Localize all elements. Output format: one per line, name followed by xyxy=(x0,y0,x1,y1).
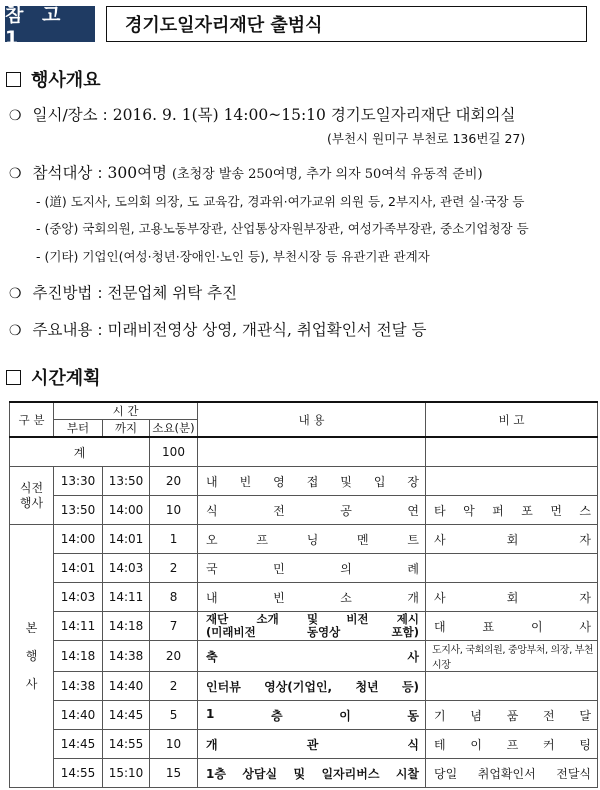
spread-text xyxy=(198,531,425,548)
spread-text xyxy=(198,626,425,639)
spread-text xyxy=(426,618,597,635)
word: 청년 xyxy=(355,679,379,694)
word: 의 xyxy=(340,561,352,576)
total-value: 100 xyxy=(150,437,198,467)
cell-to: 14:03 xyxy=(103,554,150,583)
word: 포 xyxy=(521,503,533,518)
cell-content xyxy=(198,759,426,788)
word: 스 xyxy=(579,503,591,518)
word: 및 xyxy=(293,766,306,781)
word: 대 xyxy=(434,619,446,634)
word: 사 xyxy=(434,532,446,547)
cell-to: 14:11 xyxy=(103,583,150,612)
cell-note xyxy=(426,583,598,612)
word: 팅 xyxy=(579,737,591,752)
cell-note xyxy=(426,672,598,701)
cell-dur: 10 xyxy=(150,496,198,525)
word: 입 xyxy=(373,474,386,489)
word: 민 xyxy=(273,561,285,576)
word: 회 xyxy=(506,532,519,547)
word: 식 xyxy=(407,737,420,752)
attendee-sub-3: - (기타) 기업인(여성·청년·장애인·노인 등), 부천시장 등 유관기관 관계자 xyxy=(36,249,430,264)
table-row xyxy=(10,612,598,641)
word: 달 xyxy=(579,708,591,723)
cell-from: 14:55 xyxy=(54,759,103,788)
word: 전달식 xyxy=(556,766,592,781)
checkbox-square-icon xyxy=(6,72,21,87)
word: 기 xyxy=(434,708,446,723)
table-row xyxy=(10,467,598,496)
cell-note xyxy=(426,759,598,788)
spread-text xyxy=(198,589,425,606)
cell-dur: 5 xyxy=(150,701,198,730)
section-heading-schedule xyxy=(6,364,101,390)
cell-from: 14:38 xyxy=(54,672,103,701)
word: 례 xyxy=(407,561,419,576)
header-to: 까지 xyxy=(103,420,150,438)
cell-to: 14:01 xyxy=(103,525,150,554)
word: 닝 xyxy=(306,532,319,547)
cell-from: 13:30 xyxy=(54,467,103,496)
group-pre-event: 식전 행사 xyxy=(10,467,54,525)
cell-to: 14:40 xyxy=(103,672,150,701)
header-duration: 소요(분) xyxy=(150,420,198,438)
word: 퍼 xyxy=(492,503,504,518)
word: 자 xyxy=(579,532,592,547)
word: 축 xyxy=(206,649,218,664)
cell-note xyxy=(426,467,598,496)
word: 이 xyxy=(470,737,482,752)
datetime-value: 2016. 9. 1(목) 14:00~15:10 경기도일자리재단 대회의실 xyxy=(112,106,516,124)
word: 장 xyxy=(407,474,419,489)
attendees-note: (초청장 발송 250여명, 추가 의자 50여석 유동적 준비) xyxy=(171,167,483,182)
cell-content xyxy=(198,583,426,612)
cell-content xyxy=(198,525,426,554)
cell-from: 14:00 xyxy=(54,525,103,554)
cell-content xyxy=(198,730,426,759)
word: 영상(기업인, xyxy=(264,679,333,694)
spread-text xyxy=(198,473,425,490)
word: 멘 xyxy=(357,532,369,547)
spread-text xyxy=(198,502,425,519)
circle-bullet-icon: ❍ xyxy=(9,108,22,124)
word: 이 xyxy=(530,619,543,634)
cell-note xyxy=(426,612,598,641)
spread-text xyxy=(198,648,425,665)
word: 사 xyxy=(579,619,592,634)
attendee-sub-1: - (道) 도지사, 도의회 의장, 도 교육감, 경과위·여가교위 의원 등, 2부지사, 관련 실·국장 등 xyxy=(36,194,525,209)
cell-content xyxy=(198,612,426,641)
word: 빈 xyxy=(273,590,285,605)
word: 먼 xyxy=(550,503,562,518)
cell-content xyxy=(198,496,426,525)
table-row xyxy=(10,672,598,701)
cell-dur: 7 xyxy=(150,612,198,641)
cell-from: 13:50 xyxy=(54,496,103,525)
circle-bullet-icon: ❍ xyxy=(9,166,22,182)
cell-to: 14:45 xyxy=(103,701,150,730)
table-row xyxy=(10,701,598,730)
word: 공 xyxy=(340,503,352,518)
word: 사 xyxy=(407,649,420,664)
word: 타 xyxy=(434,503,446,518)
attendees-value: 300여명 xyxy=(107,164,168,182)
spread-text xyxy=(198,736,425,753)
table-row xyxy=(10,641,598,672)
spread-text xyxy=(198,707,425,724)
word: 동영상 xyxy=(306,625,341,639)
word: 국 xyxy=(206,561,218,576)
cell-note xyxy=(426,730,598,759)
checkbox-square-icon xyxy=(6,370,21,385)
word: 개 xyxy=(206,737,218,752)
total-content-empty xyxy=(198,437,426,467)
word: 등) xyxy=(401,679,420,694)
word: 이 xyxy=(339,708,351,723)
section-heading-overview xyxy=(6,66,101,92)
word: 트 xyxy=(407,532,419,547)
datetime-label: 일시/장소 : xyxy=(32,106,108,124)
word: 식 xyxy=(206,503,218,518)
total-label: 계 xyxy=(10,437,150,467)
word: 제시 xyxy=(396,612,419,626)
cell-to: 15:10 xyxy=(103,759,150,788)
word: (미래비전 xyxy=(206,625,256,639)
cell-dur: 10 xyxy=(150,730,198,759)
method-line xyxy=(9,281,237,303)
word: 프 xyxy=(256,532,268,547)
header-note: 비 고 xyxy=(426,402,598,437)
cell-content xyxy=(198,701,426,730)
word: 영 xyxy=(273,474,285,489)
word: 전 xyxy=(273,503,285,518)
word: 프 xyxy=(506,737,519,752)
word: 연 xyxy=(407,503,419,518)
content-value: 미래비전영상 상영, 개관식, 취업확인서 전달 등 xyxy=(107,321,427,339)
word: 상담실 xyxy=(242,766,278,781)
attendees-label: 참석대상 : xyxy=(32,164,103,182)
cell-note xyxy=(426,701,598,730)
table-row xyxy=(10,583,598,612)
word: 회 xyxy=(506,590,519,605)
schedule-table xyxy=(9,401,598,788)
spread-text xyxy=(198,678,425,695)
cell-content xyxy=(198,467,426,496)
cell-content xyxy=(198,554,426,583)
cell-from: 14:45 xyxy=(54,730,103,759)
word: 소개 xyxy=(256,612,279,626)
spread-text xyxy=(426,589,597,606)
cell-content xyxy=(198,672,426,701)
word: 내 xyxy=(206,590,218,605)
cell-dur: 2 xyxy=(150,672,198,701)
word: 시찰 xyxy=(395,766,419,781)
cell-from: 14:18 xyxy=(54,641,103,672)
word: 및 xyxy=(306,612,319,626)
cell-note xyxy=(426,525,598,554)
word: 층 xyxy=(270,708,283,723)
cell-dur: 1 xyxy=(150,525,198,554)
attendee-sub-2: - (중앙) 국회의원, 고용노동부장관, 산업통상자원부장관, 여성가족부장관, 중소기업청장 등 xyxy=(36,221,529,236)
header-content: 내 용 xyxy=(198,402,426,437)
word: 포함) xyxy=(391,625,419,639)
word: 접 xyxy=(306,474,319,489)
word: 내 xyxy=(206,474,218,489)
header-from: 부터 xyxy=(54,420,103,438)
table-row xyxy=(10,730,598,759)
spread-text xyxy=(426,736,597,753)
cell-from: 14:03 xyxy=(54,583,103,612)
reference-tag: 참 고 1 xyxy=(5,6,95,42)
cell-to: 14:55 xyxy=(103,730,150,759)
attendees-line xyxy=(9,161,483,183)
cell-from: 14:01 xyxy=(54,554,103,583)
word: 사 xyxy=(434,590,446,605)
cell-from: 14:11 xyxy=(54,612,103,641)
total-note-empty xyxy=(426,437,598,467)
word: 개 xyxy=(407,590,419,605)
word: 1 xyxy=(206,706,215,721)
word: 재단 xyxy=(206,612,229,626)
address-text: (부천시 원미구 부천로 136번길 27) xyxy=(327,131,526,146)
table-row xyxy=(10,525,598,554)
cell-to: 13:50 xyxy=(103,467,150,496)
spread-text xyxy=(198,765,425,782)
word: 빈 xyxy=(239,474,252,489)
cell-dur: 2 xyxy=(150,554,198,583)
word: 당일 xyxy=(434,766,458,781)
word: 일자리버스 xyxy=(321,766,380,781)
cell-dur: 15 xyxy=(150,759,198,788)
cell-to: 14:38 xyxy=(103,641,150,672)
spread-text xyxy=(426,765,597,782)
spread-text xyxy=(426,531,597,548)
circle-bullet-icon: ❍ xyxy=(9,286,22,302)
method-label: 추진방법 : xyxy=(32,284,103,302)
schedule-rows xyxy=(10,467,598,788)
table-row xyxy=(10,554,598,583)
cell-from: 14:40 xyxy=(54,701,103,730)
word: 전 xyxy=(543,708,555,723)
group-main-event: 본 행 사 xyxy=(10,525,54,788)
cell-dur: 20 xyxy=(150,467,198,496)
cell-dur: 8 xyxy=(150,583,198,612)
word: 및 xyxy=(340,474,352,489)
word: 념 xyxy=(470,708,482,723)
table-row xyxy=(10,759,598,788)
word: 소 xyxy=(340,590,352,605)
datetime-line xyxy=(9,103,515,125)
word: 비전 xyxy=(346,612,369,626)
word: 악 xyxy=(463,503,475,518)
word: 품 xyxy=(506,708,519,723)
cell-note xyxy=(426,496,598,525)
document-title: 경기도일자리재단 출범식 xyxy=(106,6,587,42)
word: 표 xyxy=(482,619,495,634)
word: 커 xyxy=(543,737,555,752)
cell-content xyxy=(198,641,426,672)
content-line xyxy=(9,318,426,340)
method-value: 전문업체 위탁 추진 xyxy=(107,284,238,302)
word: 오 xyxy=(206,532,218,547)
word: 인터뷰 xyxy=(206,679,241,694)
word: 자 xyxy=(579,590,592,605)
section-title: 시간계획 xyxy=(31,368,101,389)
table-row xyxy=(10,496,598,525)
header-category: 구 분 xyxy=(10,402,54,437)
spread-text xyxy=(426,707,597,724)
cell-note: 도지사, 국회의원, 중앙부처, 의장, 부천시장 xyxy=(426,641,598,672)
circle-bullet-icon: ❍ xyxy=(9,323,22,339)
spread-text xyxy=(198,560,425,577)
word: 동 xyxy=(407,708,419,723)
word: 테 xyxy=(434,737,446,752)
cell-dur: 20 xyxy=(150,641,198,672)
title-bar xyxy=(5,3,587,49)
header-time: 시 간 xyxy=(54,402,198,420)
spread-text xyxy=(426,502,597,519)
content-label: 주요내용 : xyxy=(32,321,103,339)
cell-to: 14:00 xyxy=(103,496,150,525)
word: 취업확인서 xyxy=(477,766,536,781)
cell-note xyxy=(426,554,598,583)
word: 1층 xyxy=(206,766,226,781)
cell-to: 14:18 xyxy=(103,612,150,641)
section-title: 행사개요 xyxy=(31,70,101,91)
word: 관 xyxy=(306,737,319,752)
